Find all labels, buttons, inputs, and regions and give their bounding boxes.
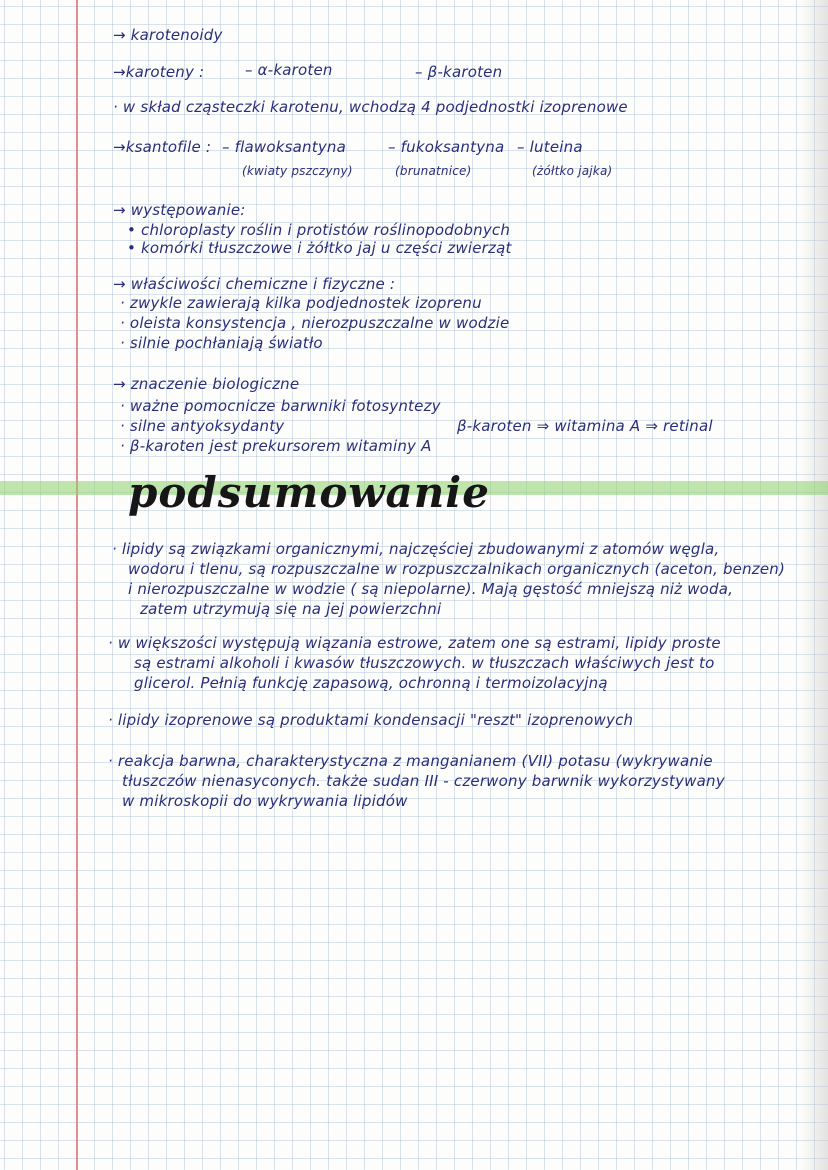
summary-paragraph-line: wodoru i tlenu, są rozpuszczalne w rozpuszczalnikach organicznych (aceton, benzen) [128, 560, 786, 578]
summary-title: podsumowanie [128, 468, 490, 517]
karoteny-label: →karoteny : [113, 63, 205, 81]
karoteny-alfa: – α-karoten [245, 61, 333, 79]
ksantofile-flawoksantyna: – flawoksantyna [222, 138, 347, 156]
summary-paragraph-line: są estrami alkoholi i kwasów tłuszczowych. w tłuszczach właściwych jest to [134, 654, 715, 672]
summary-paragraph-line: · w większości występują wiązania estrowe, zatem one są estrami, lipidy proste [108, 634, 721, 652]
summary-paragraph-line: tłuszczów nienasyconych. także sudan III - czerwony barwnik wykorzystywany [122, 772, 725, 790]
summary-paragraph-line: · reakcja barwna, charakterystyczna z manganianem (VII) potasu (wykrywanie [108, 752, 713, 770]
wystepowanie-item: • komórki tłuszczowe i żółtko jaj u części zwierząt [127, 239, 512, 257]
wlasciwosci-item: · oleista konsystencja , nierozpuszczalne w wodzie [120, 314, 510, 332]
summary-paragraph-line: w mikroskopii do wykrywania lipidów [122, 792, 408, 810]
summary-paragraph-line: i nierozpuszczalne w wodzie ( są niepolarne). Mają gęstość mniejszą niż woda, [128, 580, 734, 598]
summary-paragraph-line: zatem utrzymują się na jej powierzchni [140, 600, 442, 618]
ksantofile-note-1: (kwiaty pszczyny) [242, 164, 353, 178]
notebook-margin-line [76, 0, 78, 1170]
znaczenie-item: · β-karoten jest prekursorem witaminy A [120, 437, 432, 455]
wlasciwosci-heading: → właściwości chemiczne i fizyczne : [113, 275, 396, 293]
ksantofile-fukoksantyna: – fukoksantyna [388, 138, 505, 156]
wlasciwosci-item: · silnie pochłaniają światło [120, 334, 323, 352]
summary-paragraph-line: · lipidy izoprenowe są produktami kondensacji "reszt" izoprenowych [108, 711, 634, 729]
karoteny-beta: – β-karoten [415, 63, 503, 81]
ksantofile-luteina: – luteina [517, 138, 583, 156]
znaczenie-item: · silne antyoksydanty [120, 417, 285, 435]
wystepowanie-heading: → występowanie: [113, 201, 246, 219]
heading-karotenoidy: → karotenoidy [113, 26, 223, 44]
wlasciwosci-item: · zwykle zawierają kilka podjednostek izoprenu [120, 294, 482, 312]
ksantofile-note-2: (brunatnice) [395, 164, 472, 178]
ksantofile-note-3: (żółtko jajka) [532, 164, 613, 178]
page-edge-shadow [800, 0, 828, 1170]
znaczenie-heading: → znaczenie biologiczne [113, 375, 300, 393]
ksantofile-label: →ksantofile : [113, 138, 212, 156]
summary-paragraph-line: glicerol. Pełnią funkcję zapasową, ochronną i termoizolacyjną [134, 674, 608, 692]
znaczenie-side-note: β-karoten ⇒ witamina A ⇒ retinal [457, 417, 713, 435]
summary-paragraph-line: · lipidy są związkami organicznymi, najczęściej zbudowanymi z atomów węgla, [112, 540, 720, 558]
znaczenie-item: · ważne pomocnicze barwniki fotosyntezy [120, 397, 441, 415]
izopren-line: · w skład cząsteczki karotenu, wchodzą 4 podjednostki izoprenowe [113, 98, 628, 116]
wystepowanie-item: • chloroplasty roślin i protistów roślinopodobnych [127, 221, 511, 239]
